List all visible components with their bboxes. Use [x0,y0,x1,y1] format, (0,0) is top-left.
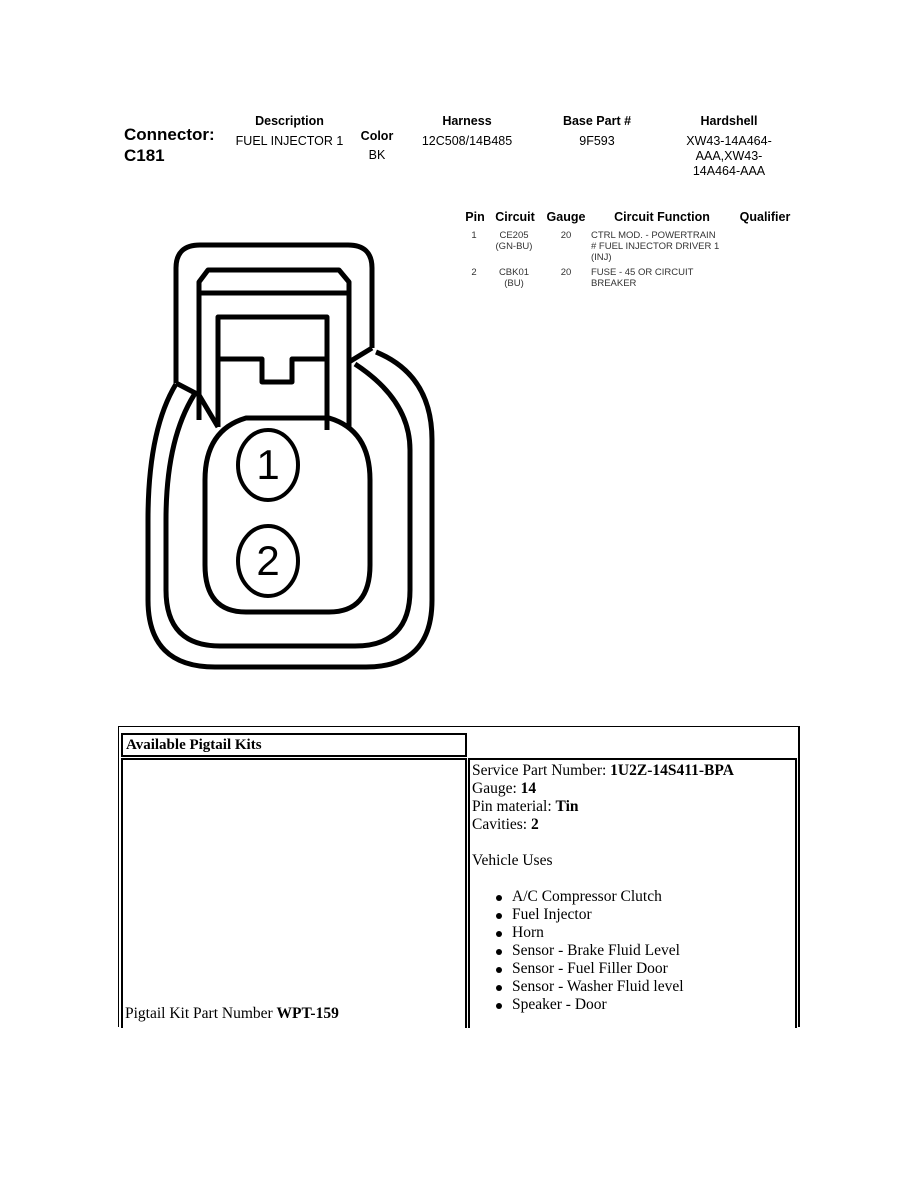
description-header: Description [255,114,324,128]
function-line: BREAKER [591,278,637,289]
vehicle-uses-list [472,888,734,1014]
hardshell-line-3: 14A464-AAA [692,164,766,178]
gauge-value: 14 [520,780,537,797]
circuit-function-header: Circuit Function [614,210,710,224]
service-part-row [472,762,734,780]
circuit-header: Circuit [495,210,535,224]
circuit-id: CBK01 [498,267,530,278]
cavities-row [472,816,734,834]
base-part-header: Base Part # [562,114,632,128]
latch-window [218,317,327,430]
hardshell-line-1: XW43-14A464- [686,134,772,148]
latch-wedge-right [349,348,372,362]
hardshell-line-2: AAA,XW43- [695,149,763,163]
vehicle-use-item: A/C Compressor Clutch [472,888,734,906]
function-line: CTRL MOD. - POWERTRAIN [591,230,716,241]
circuit-color: (BU) [504,278,524,289]
hardshell-header: Hardshell [700,114,758,128]
pigtail-title: Available Pigtail Kits [126,737,262,753]
color-header: Color [360,129,394,143]
connector-id: C181 [124,146,165,165]
pin-material-value: Tin [555,798,579,815]
pin-1-label: 1 [256,441,280,488]
latch-outer-outline [176,245,372,383]
function-line: FUSE - 45 OR CIRCUIT [591,267,694,278]
harness-value: 12C508/14B485 [421,134,513,148]
kit-part-number: WPT-159 [276,1005,339,1022]
vehicle-use-item: Sensor - Fuel Filler Door [472,960,734,978]
function-line: (INJ) [591,252,612,263]
vehicle-use-item: Speaker - Door [472,996,734,1014]
gauge-label: Gauge: [472,780,521,797]
pin-material-label: Pin material: [472,798,556,815]
qualifier-header: Qualifier [739,210,791,224]
gauge-cell: 20 [560,230,572,241]
gauge-header: Gauge [546,210,586,224]
pin-number: 1 [471,230,477,241]
latch-notch [218,359,327,382]
pin-header: Pin [465,210,485,224]
kit-part-label: Pigtail Kit Part Number [125,1005,277,1022]
service-part-value: 1U2Z-14S411-BPA [610,762,734,779]
vehicle-use-item: Sensor - Brake Fluid Level [472,942,734,960]
circuit-color: (GN-BU) [495,241,533,252]
function-line: # FUEL INJECTOR DRIVER 1 [591,241,720,252]
harness-header: Harness [442,114,492,128]
service-part-label: Service Part Number: [472,762,611,779]
circuit-id: CE205 [499,230,529,241]
pigtail-title-cell [121,733,467,757]
vehicle-use-item: Fuel Injector [472,906,734,924]
vehicle-use-item: Sensor - Washer Fluid level [472,978,734,996]
gauge-cell: 20 [560,267,572,278]
cavities-value: 2 [530,816,539,833]
pigtail-kit-cell [121,758,467,1028]
pigtail-details-cell [468,758,797,1028]
pin-material-row [472,798,734,816]
pin-2-label: 2 [256,537,280,584]
pigtail-details [472,762,734,1014]
connector-label: Connector: [124,125,215,144]
gauge-row [472,780,734,798]
pin-number: 2 [471,267,477,278]
base-part-value: 9F593 [579,134,615,148]
vehicle-uses-title: Vehicle Uses [472,852,553,869]
pigtail-kit-part [125,1005,339,1023]
color-value: BK [368,148,386,162]
description-value: FUEL INJECTOR 1 [235,134,344,148]
vehicle-use-item: Horn [472,924,734,942]
cavities-label: Cavities: [472,816,531,833]
pigtail-kits-table [118,726,800,1027]
